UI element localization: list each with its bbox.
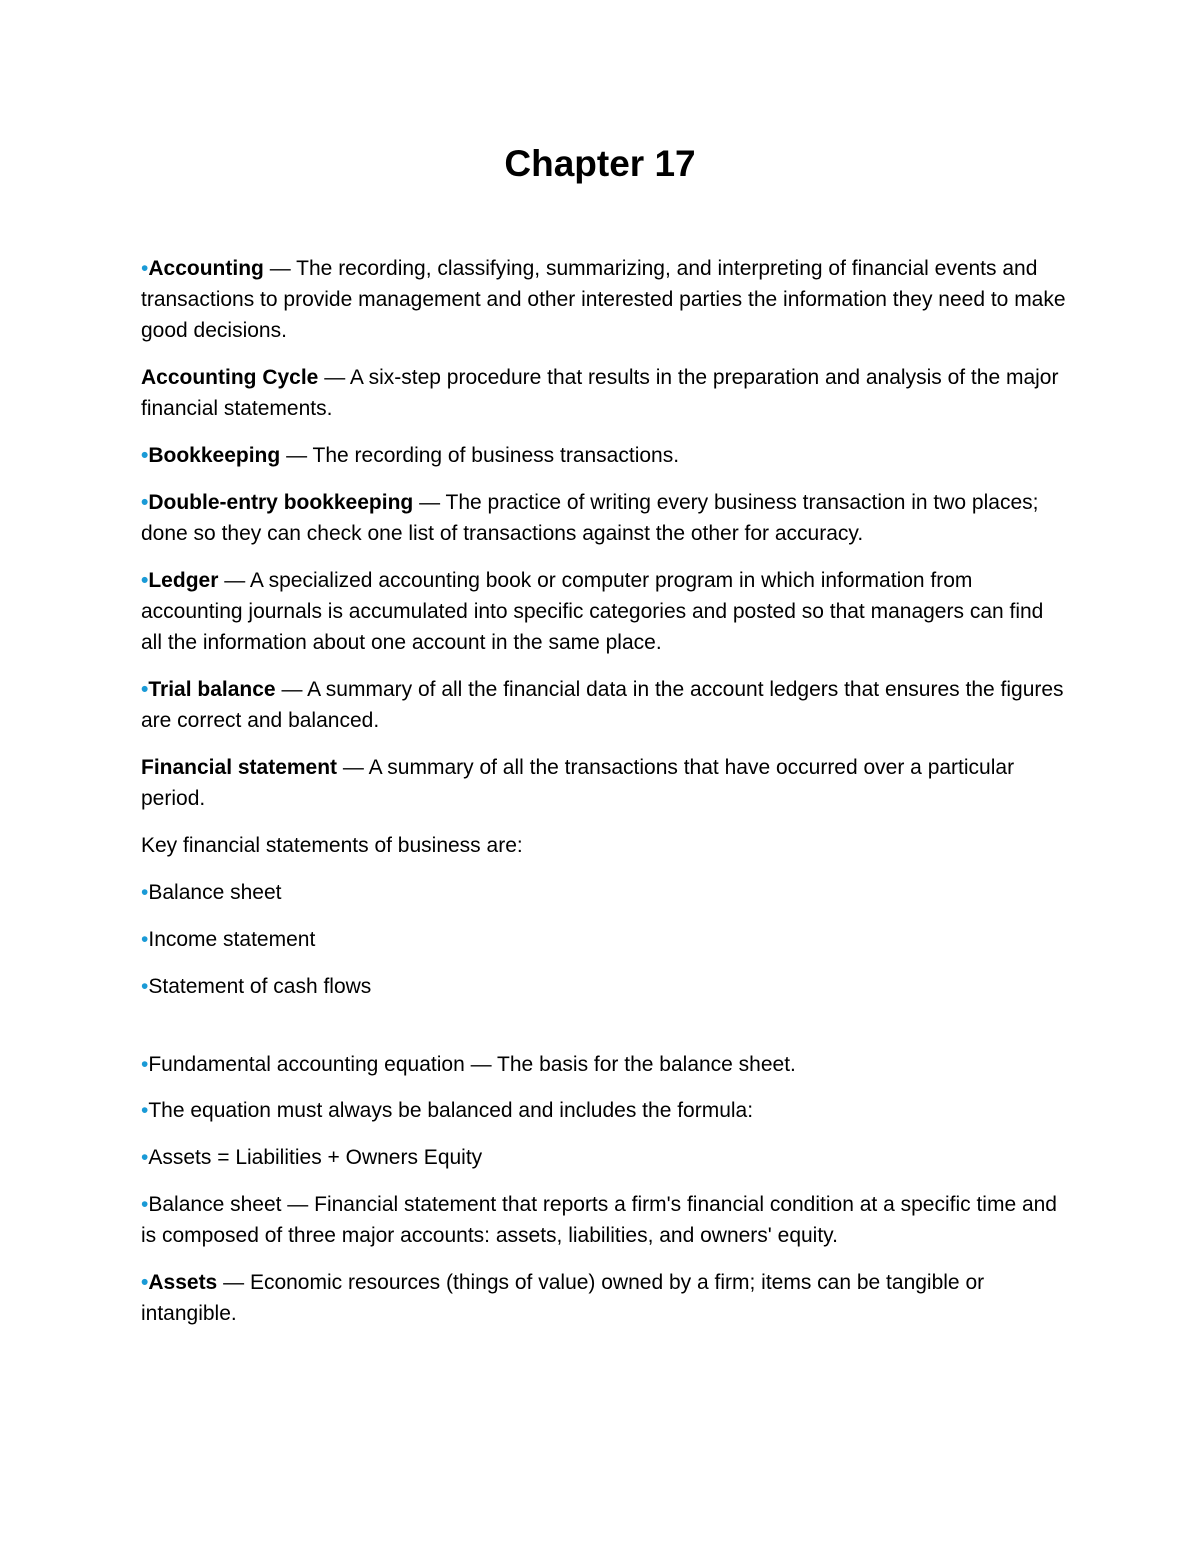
blank-line bbox=[141, 1017, 1066, 1048]
definition-paragraph bbox=[141, 674, 1066, 736]
em-dash: — bbox=[269, 257, 291, 280]
bullet-icon: • bbox=[141, 1270, 149, 1294]
document-body bbox=[141, 253, 1066, 1345]
glossary-term: Trial balance bbox=[148, 678, 276, 702]
em-dash: — bbox=[342, 756, 364, 780]
definition-text: A specialized accounting book or computer program in which information from accounting journals is accumulated into specific categories and posted so that managers can find all the information about one account in the same place. bbox=[141, 569, 1044, 655]
bullet-icon: • bbox=[141, 1052, 149, 1076]
paragraph-text: Balance sheet — Financial statement that reports a firm's financial condition at a specific time and is composed of three major accounts: assets, liabilities, and owners' equity. bbox=[141, 1192, 1057, 1248]
paragraph-text: Fundamental accounting equation — The basis for the balance sheet. bbox=[148, 1052, 796, 1076]
paragraph-text: Statement of cash flows bbox=[148, 974, 372, 998]
bullet-icon: • bbox=[141, 974, 149, 998]
paragraph-text: Income statement bbox=[148, 927, 316, 951]
paragraph-text: The equation must always be balanced and includes the formula: bbox=[148, 1099, 754, 1123]
em-dash: — bbox=[419, 491, 441, 514]
em-dash: — bbox=[286, 444, 308, 468]
paragraph-text: Key financial statements of business are: bbox=[141, 834, 523, 858]
bullet-icon: • bbox=[141, 257, 149, 280]
bullet-icon: • bbox=[141, 927, 149, 951]
glossary-term: Bookkeeping bbox=[148, 444, 281, 468]
definition-text: The recording, classifying, summarizing, and interpreting of financial events and transactions to provide management and other interested parties the information they need to make good decisions. bbox=[141, 257, 1066, 343]
definition-paragraph bbox=[141, 1267, 1066, 1329]
text-paragraph bbox=[141, 924, 1066, 955]
em-dash: — bbox=[224, 569, 246, 592]
paragraph-text: Balance sheet bbox=[148, 881, 282, 904]
bullet-icon: • bbox=[141, 678, 149, 702]
glossary-term: Double-entry bookkeeping bbox=[148, 491, 414, 514]
definition-text: Economic resources (things of value) owned by a firm; items can be tangible or intangible. bbox=[141, 1270, 985, 1326]
bullet-icon: • bbox=[141, 569, 149, 592]
glossary-term: Ledger bbox=[148, 569, 219, 592]
glossary-term: Financial statement bbox=[141, 756, 338, 780]
bullet-icon: • bbox=[141, 444, 149, 468]
glossary-term: Assets bbox=[148, 1270, 218, 1294]
definition-paragraph bbox=[141, 487, 1066, 549]
bullet-icon: • bbox=[141, 1192, 149, 1216]
definition-text: The recording of business transactions. bbox=[312, 444, 680, 468]
text-paragraph bbox=[141, 1189, 1066, 1251]
glossary-term: Accounting Cycle bbox=[141, 366, 319, 390]
text-paragraph bbox=[141, 1095, 1066, 1126]
definition-paragraph bbox=[141, 440, 1066, 471]
paragraph-text: Assets = Liabilities + Owners Equity bbox=[148, 1146, 483, 1170]
definition-text: A summary of all the transactions that have occurred over a particular period. bbox=[141, 756, 1015, 811]
definition-paragraph bbox=[141, 362, 1066, 424]
definition-paragraph bbox=[141, 253, 1066, 347]
bullet-icon: • bbox=[141, 1099, 149, 1123]
definition-text: A six-step procedure that results in the preparation and analysis of the major financial statements. bbox=[141, 366, 1059, 421]
glossary-term: Accounting bbox=[148, 257, 264, 280]
em-dash: — bbox=[223, 1270, 245, 1294]
page-title: Chapter 17 bbox=[504, 143, 696, 184]
definition-paragraph bbox=[141, 565, 1066, 659]
definition-text: The practice of writing every business transaction in two places; done so they can check one list of transactions against the other for accuracy. bbox=[141, 491, 1039, 546]
em-dash: — bbox=[281, 678, 303, 702]
text-paragraph bbox=[141, 971, 1066, 1002]
definition-paragraph bbox=[141, 752, 1066, 814]
text-paragraph bbox=[141, 877, 1066, 908]
text-paragraph bbox=[141, 830, 1066, 861]
text-paragraph bbox=[141, 1049, 1066, 1080]
bullet-icon: • bbox=[141, 881, 149, 904]
bullet-icon: • bbox=[141, 1146, 149, 1170]
text-paragraph bbox=[141, 1142, 1066, 1173]
em-dash: — bbox=[324, 366, 346, 390]
definition-text: A summary of all the financial data in the account ledgers that ensures the figures are correct and balanced. bbox=[141, 678, 1064, 733]
bullet-icon: • bbox=[141, 491, 149, 514]
